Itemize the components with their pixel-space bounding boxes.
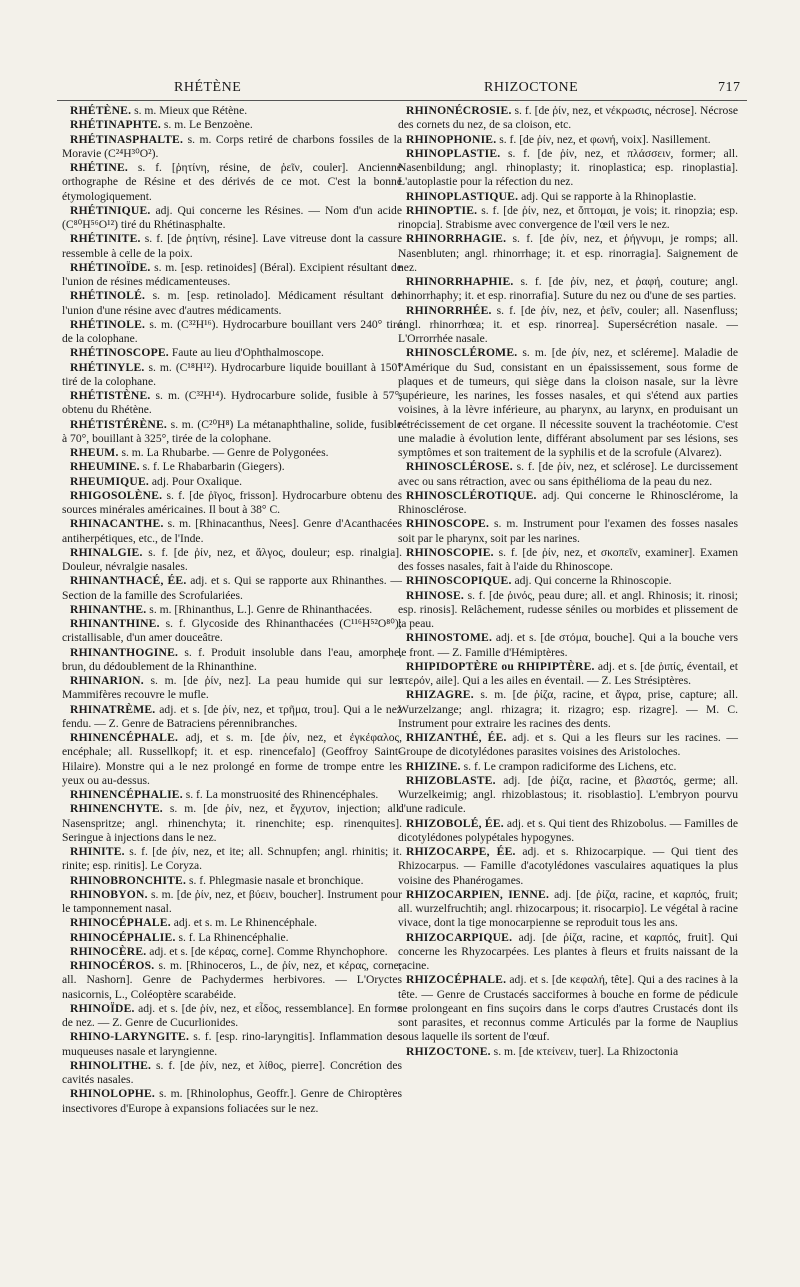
- entry-headword: RHINOCÉPHALIE.: [70, 930, 176, 944]
- entry-definition: Faute au lieu d'Ophthalmoscope.: [168, 346, 324, 360]
- entry-headword: RHINOCÈRE.: [70, 944, 147, 958]
- entry-headword: RHINOPHONIE.: [406, 132, 497, 146]
- entry-definition: s. m. [esp. retinoides] (Béral). Excipient résultant de l'union de résines médicamenteuses.: [62, 260, 402, 288]
- dictionary-entry: [398, 931, 738, 974]
- entry-definition: s. m. [Rhinolophus, Geoffr.]. Genre de Chiroptères insectivores d'Europe à expansions foliacées sur le nez.: [62, 1087, 402, 1115]
- entry-headword: RHINOSTOME.: [406, 631, 493, 645]
- entry-headword: RHÉTINOLE.: [70, 317, 146, 331]
- entry-definition: s. m. [Rhinanthus, L.]. Genre de Rhinanthacées.: [146, 602, 373, 616]
- left-column: [62, 104, 402, 1116]
- entry-headword: RHÉTINITE.: [70, 232, 141, 246]
- entry-definition: adj. [de ῥίζα, racine, et καρπός, fruit; all. wurzelfruchtih; angl. rhizocarpous; it. risocarpio]. Le végétal à racine vivace, dont la tige monocarpienne se reproduit tous les ans.: [398, 887, 739, 930]
- entry-headword: RHINENCHYTE.: [70, 802, 163, 816]
- dictionary-entry: [62, 802, 402, 845]
- entry-definition: adj. Qui se rapporte à la Rhinoplastie.: [518, 189, 697, 203]
- dictionary-entry: [62, 1059, 402, 1088]
- entry-headword: RHINENCÉPHALIE.: [70, 788, 183, 801]
- entry-headword: RHINOÏDE.: [70, 1001, 135, 1015]
- entry-definition: adj. et s. Qui se rapporte aux Rhinanthes. — Section de la famille des Scrofulariées.: [62, 574, 402, 602]
- entry-headword: RHÉTINOLÉ.: [70, 289, 146, 303]
- entry-headword: RHINANTHOGINE.: [70, 645, 179, 659]
- entry-definition: adj. [de ῥίζα, racine, et καρπός, fruit]. Qui concerne les Rhyzocarpées. Les plantes à fleurs et fruits naissant de la racine.: [398, 930, 738, 972]
- dictionary-entry: [62, 418, 402, 447]
- running-head-right: RHIZOCTONE: [484, 80, 579, 95]
- entry-headword: RHINOSCLÉROTIQUE.: [406, 488, 537, 502]
- dictionary-entry: [62, 916, 402, 930]
- entry-headword: RHÉTINYLE.: [70, 360, 145, 374]
- entry-headword: RHIZOCARPE, ÉE.: [406, 845, 516, 858]
- entry-headword: RHINOLOPHE.: [70, 1087, 155, 1101]
- entry-definition: s. m. Corps retiré de charbons fossiles de la Moravie (C²⁴H³⁰O²).: [62, 132, 402, 160]
- entry-definition: s. f. [de ῥίν, nez, et ite; all. Schnupfen; angl. rhinitis; it. rinite; esp. rinitis]. Le Coryza.: [62, 845, 402, 873]
- entry-headword: RHIZOCÉPHALE.: [406, 973, 507, 987]
- entry-headword: RHINOCÉPHALE.: [70, 916, 171, 930]
- entry-definition: s. m. [Rhinoceros, L., de ῥίν, nez, et κέρας, corne; all. Nashorn]. Genre de Pachydermes herbivores. — L'Oryctes nasicornis, L., Coléoptère scarabéide.: [62, 959, 402, 1001]
- dictionary-entry: [62, 446, 402, 460]
- entry-headword: RHINOSE.: [406, 588, 464, 602]
- dictionary-entry: [62, 945, 402, 959]
- entry-headword: RHÉTINAPHTE.: [70, 118, 161, 132]
- dictionary-entry: [398, 589, 738, 632]
- dictionary-entry: [398, 888, 738, 931]
- dictionary-entry: [62, 959, 402, 1002]
- entry-definition: adj. et s. [de ῥίν, nez, et τρῆμα, trou]. Qui a le nez fendu. — Z. Genre de Batraciens pérennibranches.: [62, 702, 402, 730]
- entry-headword: RHINANTHE.: [70, 602, 147, 616]
- entry-headword: RHEUMINE.: [70, 460, 140, 474]
- running-head: [0, 80, 800, 100]
- dictionary-entry: [62, 1030, 402, 1059]
- entry-definition: s. m. [de κτείνειν, tuer]. La Rhizoctonia: [490, 1044, 679, 1058]
- entry-headword: RHINITE.: [70, 845, 125, 858]
- entry-headword: RHINANTHACÉ, ÉE.: [70, 574, 187, 588]
- entry-headword: RHINOSCLÉROME.: [406, 346, 518, 360]
- entry-definition: s. m. (C²⁰H⁸) La métanaphthaline, solide, fusible à 70°, bouillant à 325°, tirée de la colophane.: [62, 417, 402, 445]
- entry-definition: s. m. (C³²H¹⁴). Hydrocarbure solide, fusible à 57°, obtenu du Rhétène.: [62, 389, 402, 417]
- entry-definition: s. m. [de ῥίζα, racine, et ἄγρα, prise, capture; all. Wurzelzange; angl. rhizagra; it. rizagro; esp. rizagre]. — M. C. Instrument pour extraire les racines des dents.: [398, 688, 738, 730]
- dictionary-entry: [398, 147, 738, 190]
- entry-headword: RHINORRHÉE.: [406, 303, 492, 317]
- dictionary-entry: [62, 289, 402, 318]
- dictionary-entry: [398, 133, 738, 147]
- entry-headword: RHINOPTIE.: [406, 203, 478, 217]
- entry-definition: adj. et s. Qui a les fleurs sur les racines. — Groupe de dicotylédones parasites voisines des Aristoloches.: [398, 731, 739, 759]
- entry-definition: s. m. Mieux que Rétène.: [131, 104, 248, 117]
- dictionary-entry: [62, 261, 402, 290]
- entry-headword: RHINOPLASTIE.: [406, 146, 501, 160]
- entry-headword: RHINALGIE.: [70, 545, 143, 559]
- dictionary-entry: [62, 617, 402, 646]
- dictionary-entry: [62, 133, 402, 162]
- entry-definition: s. f. Produit insoluble dans l'eau, amorphe, brun, du dédoublement de la Rhinanthine.: [62, 645, 402, 673]
- entry-headword: RHÉTINIQUE.: [70, 203, 151, 217]
- dictionary-entry: [398, 760, 738, 774]
- entry-definition: s. f. [de ῥίν, nez, et σκοπεῖν, examiner]. Examen des fosses nasales, fait à l'aide du Rhinoscope.: [398, 545, 738, 573]
- dictionary-entry: [398, 574, 738, 588]
- entry-headword: RHINONÉCROSIE.: [406, 104, 512, 117]
- dictionary-entry: [398, 460, 738, 489]
- dictionary-entry: [62, 489, 402, 518]
- dictionary-entry: [62, 931, 402, 945]
- entry-definition: adj. Qui concerne les Résines. — Nom d'un acide (C⁸⁰H⁵⁶O¹²) tiré du Rhétinasphalte.: [62, 203, 402, 231]
- entry-headword: RHÉTINE.: [70, 161, 128, 174]
- entry-definition: adj. Qui concerne la Rhinoscopie.: [511, 574, 672, 588]
- entry-definition: adj. et s. m. Le Rhinencéphale.: [170, 916, 318, 930]
- entry-headword: RHIGOSOLÈNE.: [70, 488, 163, 502]
- entry-definition: adj. Qui concerne le Rhinosclérome, la Rhinosclérose.: [398, 488, 738, 516]
- dictionary-entry: [398, 232, 738, 275]
- entry-headword: RHINOSCOPIE.: [406, 545, 494, 559]
- entry-definition: s. f. [de ῥητίνη, résine]. Lave vitreuse dont la cassure ressemble à celle de la poix.: [62, 232, 402, 260]
- entry-headword: RHINORRHAGIE.: [406, 232, 507, 246]
- dictionary-entry: [398, 204, 738, 233]
- dictionary-entry: [398, 275, 738, 304]
- entry-definition: s. f. [de ῥίν, nez, et ῥήγνυμι, je romps; all. Nasenbluten; angl. rhinorrhage; it. et esp. rinorragia]. Saignement de nez.: [398, 232, 738, 274]
- entry-headword: RHÉTINOÏDE.: [70, 260, 151, 274]
- dictionary-entry: [398, 1045, 738, 1059]
- dictionary-entry: [398, 774, 738, 817]
- dictionary-entry: [62, 888, 402, 917]
- entry-definition: s. f. [de ῥίν, nez, et ῥεῖν, couler; all. Nasenfluss; angl. rhinorrhœa; it. et esp. rinorrea]. Supersécrétion nasale. — L'Orrorrhée nasale.: [398, 303, 738, 345]
- entry-headword: RHIZINE.: [406, 759, 461, 773]
- entry-headword: RHINOCÉROS.: [70, 959, 155, 972]
- dictionary-entry: [398, 688, 738, 731]
- entry-definition: s. f. [de ῥίν, nez, et ἄλγος, douleur; esp. rinalgia]. Douleur, névralgie nasales.: [62, 545, 402, 573]
- entry-definition: s. m. Le Benzoène.: [160, 118, 253, 132]
- entry-headword: RHINOBRONCHITE.: [70, 873, 187, 887]
- entry-headword: RHINACANTHE.: [70, 517, 164, 531]
- entry-definition: adj. et s. Qui tient des Rhizobolus. — Familles de dicotylédones polypétales hypogynes.: [398, 816, 738, 844]
- right-column: [398, 104, 738, 1059]
- entry-headword: RHIZOCARPIQUE.: [406, 930, 513, 944]
- entry-headword: RHEUMIQUE.: [70, 474, 149, 488]
- entry-definition: s. m. [de ῥίν, nez, et ἔγχυτον, injection; all. Nasenspritze; angl. rhinenchyta; it. rinenchite; esp. rinenquites]. Seringue à injections dans le nez.: [62, 802, 402, 844]
- entry-definition: s. m. (C¹⁸H¹²). Hydrocarbure liquide bouillant à 150° tiré de la colophane.: [62, 360, 402, 388]
- entry-definition: s. f. [de ῥῖγος, frisson]. Hydrocarbure obtenu des sources minérales américaines. Il bout à 38° C.: [62, 488, 402, 516]
- entry-definition: adj. et s. [de κεφαλή, tête]. Qui a des racines à la tête. — Genre de Crustacés sacciformes à bouche en forme de pédicule se prolongeant en fins suçoirs dans le corps d'autres Crustacés dont ils sont parasites, et reconnus comme Articulés par la forme de Nauplius sous laquelle ils sortent de l'œuf.: [398, 973, 738, 1044]
- entry-definition: s. f. [de ῥίν, nez, et φωνή, voix]. Nasillement.: [496, 132, 711, 146]
- dictionary-entry: [62, 788, 402, 802]
- dictionary-entry: [62, 475, 402, 489]
- entry-definition: adj, et s. m. [de ῥίν, nez, et ἐγκέφαλος, encéphale; all. Russellkopf; it. et esp. rinencefalo] (Geoffroy Saint-Hilaire). Monstre qui a le nez prolongé en forme de trompe entre les yeux ou au-dessus.: [62, 731, 402, 787]
- entry-headword: RHINARION.: [70, 674, 144, 687]
- entry-definition: s. f. [de ῥίν, nez, et νέκρωσις, nécrose]. Nécrose des cornets du nez, de sa cloison, etc.: [398, 104, 738, 132]
- dictionary-entry: [62, 104, 402, 118]
- entry-headword: RHEUM.: [70, 446, 119, 459]
- entry-definition: s. f. Glycoside des Rhinanthacées (C¹¹⁶H⁵²O⁸⁰); cristallisable, d'un amer douceâtre.: [62, 617, 402, 645]
- dictionary-entry: [62, 874, 402, 888]
- dictionary-entry: [62, 361, 402, 390]
- entry-definition: adj. et s. [de κέρας, corne]. Comme Rhynchophore.: [146, 944, 388, 958]
- dictionary-entry: [398, 817, 738, 846]
- entry-definition: s. f. [esp. rino-laryngitis]. Inflammation des muqueuses nasale et laryngienne.: [62, 1030, 402, 1058]
- dictionary-entry: [398, 660, 738, 689]
- entry-definition: adj. et s. [de ῥίν, nez, et εἶδος, ressemblance]. En forme de nez. — Z. Genre de Cucurlionides.: [62, 1001, 402, 1029]
- entry-headword: RHINATRÈME.: [70, 702, 156, 716]
- entry-definition: s. f. [de ῥίν, nez, et ὄπτομαι, je vois; it. rinopzia; esp. rinopcia]. Strabisme avec convergence de l'œil vers le nez.: [398, 203, 738, 231]
- entry-headword: RHÉTISTÈNE.: [70, 389, 151, 402]
- running-head-left: RHÉTÈNE: [174, 80, 242, 95]
- entry-headword: RHÉTISTÉRÈNE.: [70, 417, 167, 431]
- entry-headword: RHINOBYON.: [70, 887, 148, 901]
- dictionary-entry: [398, 517, 738, 546]
- entry-definition: s. f. Le Rhabarbarin (Giegers).: [139, 460, 285, 474]
- dictionary-entry: [62, 204, 402, 233]
- entry-headword: RHIZANTHÉ, ÉE.: [406, 731, 507, 744]
- entry-headword: RHIPIDOPTÈRE ou RHIPIPTÈRE.: [406, 659, 595, 673]
- dictionary-entry: [62, 703, 402, 732]
- entry-definition: s. m. Instrument pour l'examen des fosses nasales soit par le pharynx, soit par les narines.: [398, 517, 738, 545]
- entry-headword: RHIZOCTONE.: [406, 1044, 491, 1058]
- dictionary-entry: [398, 631, 738, 660]
- dictionary-entry: [398, 973, 738, 1044]
- dictionary-entry: [62, 161, 402, 204]
- dictionary-entry: [398, 731, 738, 760]
- entry-definition: s. f. [de ῥίν, nez, et sclérose]. Le durcissement avec ou sans rétraction, avec ou sans épithélioma de la peau du nez.: [398, 460, 738, 488]
- entry-definition: s. f. Phlegmasie nasale et bronchique.: [186, 873, 364, 887]
- dictionary-entry: [62, 546, 402, 575]
- header-rule: [57, 100, 747, 101]
- entry-definition: s. m. (C³²H¹⁶). Hydrocarbure bouillant vers 240° tiré de la colophane.: [62, 317, 402, 345]
- entry-definition: s. f. [de ῥίν, nez, et λίθος, pierre]. Concrétion des cavités nasales.: [62, 1058, 402, 1086]
- dictionary-entry: [398, 489, 738, 518]
- dictionary-entry: [62, 574, 402, 603]
- dictionary-entry: [62, 460, 402, 474]
- entry-headword: RHINOPLASTIQUE.: [406, 189, 519, 203]
- entry-definition: s. f. [de ῥινός, peau dure; all. et angl. Rhinosis; it. rinosi; esp. rinosis]. Relâchement, rudesse séniles ou morbides et plissement de la peau.: [398, 588, 738, 630]
- entry-headword: RHINOSCOPIQUE.: [406, 574, 512, 588]
- dictionary-entry: [398, 346, 738, 460]
- dictionary-entry: [62, 389, 402, 418]
- entry-headword: RHINOSCLÉROSE.: [406, 460, 513, 474]
- dictionary-entry: [62, 845, 402, 874]
- dictionary-entry: [398, 304, 738, 347]
- dictionary-entry: [62, 674, 402, 703]
- entry-definition: s. f. [de ῥίν, nez, et πλάσσειν, former; all. Nasenbildung; angl. rhinoplasty; it. rinoplastica; esp. rinoplastia]. L'autoplastie pour la réfection du nez.: [398, 146, 738, 189]
- entry-headword: RHÉTÈNE.: [70, 104, 132, 117]
- entry-headword: RHINOSCOPE.: [406, 517, 490, 531]
- page-number: 717: [718, 80, 741, 95]
- entry-headword: RHÉTINOSCOPE.: [70, 346, 169, 360]
- entry-definition: s. f. [ῥητίνη, résine, de ῥεῖν, couler]. Ancienne orthographe de Résine et des dérivés de ce mot. C'est la bonne étymologiquement.: [62, 161, 402, 203]
- entry-definition: s. m. [Rhinacanthus, Nees]. Genre d'Acanthacées antiherpétiques, etc., de l'Inde.: [62, 517, 402, 545]
- entry-headword: RHÉTINASPHALTE.: [70, 132, 184, 146]
- dictionary-entry: [62, 118, 402, 132]
- entry-definition: s. m. [de ῥίν, nez]. La peau humide qui sur les Mammifères recouvre le mufle.: [62, 674, 402, 702]
- dictionary-entry: [398, 190, 738, 204]
- entry-headword: RHIZOBLASTE.: [406, 773, 496, 787]
- entry-headword: RHIZOBOLÉ, ÉE.: [406, 816, 504, 830]
- entry-headword: RHINENCÉPHALE.: [70, 731, 179, 744]
- entry-definition: s. m. [de ῥίν, nez, et scléreme]. Maladie de l'Amérique du Sud, consistant en un épaississement, sous forme de plaques et de tumeurs, qui siège dans la cloison nasale, sur la lèvre supérieure, les narines, les fosses nasales, et qui s'étend aux parties voisines, à la lèvre inférieure, au pharynx, au larynx, en produisant un rétrécissement de cet organe. Il nécessite souvent la trachéotomie. C'est une maladie à évolution lente, différant absolument par ses lésions, ses symptômes et son traitement de la syphilis et de la scrofule (Alvarez).: [398, 346, 738, 459]
- entry-definition: adj. et s. Rhizocarpique. — Qui tient des Rhizocarpus. — Famille d'acotylédones vasculaires aquatiques la plus voisine des Phanérogames.: [398, 845, 739, 887]
- entry-definition: adj. et s. [de στόμα, bouche]. Qui a la bouche vers le front. — Z. Famille d'Hémiptères.: [398, 631, 738, 659]
- entry-definition: s. f. La Rhinencéphalie.: [175, 930, 289, 944]
- dictionary-entry: [62, 731, 402, 788]
- entry-definition: s. m. La Rhubarbe. — Genre de Polygonées.: [118, 446, 329, 459]
- dictionary-entry: [398, 546, 738, 575]
- entry-definition: s. f. [de ῥίν, nez, et ῥαφή, couture; angl. rhinorrhaphy; it. et esp. rinorrafia]. Suture du nez ou d'une de ses parties.: [398, 275, 738, 303]
- entry-definition: adj. [de ῥίζα, racine, et βλαστός, germe; all. Wurzelkeimig; angl. rhizoblastous; it. risoblastio]. L'embryon pourvu d'une radicule.: [398, 773, 738, 816]
- entry-headword: RHIZOCARPIEN, IENNE.: [406, 887, 550, 901]
- dictionary-entry: [62, 346, 402, 360]
- entry-headword: RHINANTHINE.: [70, 617, 160, 630]
- entry-definition: adj. Pour Oxalique.: [148, 474, 243, 488]
- entry-headword: RHIZAGRE.: [406, 688, 474, 702]
- entry-headword: RHINO-LARYNGITE.: [70, 1030, 190, 1044]
- dictionary-entry: [62, 318, 402, 347]
- entry-headword: RHINORRHAPHIE.: [406, 275, 514, 288]
- dictionary-entry: [398, 845, 738, 888]
- dictionary-entry: [62, 517, 402, 546]
- entry-definition: s. f. Le crampon radiciforme des Lichens, etc.: [460, 759, 677, 773]
- dictionary-entry: [62, 646, 402, 675]
- entry-definition: s. m. [de ῥίν, nez, et βύειν, boucher]. Instrument pour le tamponnement nasal.: [62, 887, 402, 915]
- dictionary-entry: [398, 104, 738, 133]
- entry-definition: adj. et s. [de ῥιπίς, éventail, et πτερόν, aile]. Qui a les ailes en éventail. — Z. Les Strésiptères.: [398, 659, 739, 687]
- entry-headword: RHINOLITHE.: [70, 1058, 152, 1072]
- dictionary-entry: [62, 1002, 402, 1031]
- dictionary-entry: [62, 232, 402, 261]
- entry-definition: s. f. La monstruosité des Rhinencéphales.: [182, 788, 379, 801]
- entry-definition: s. m. [esp. retinolado]. Médicament résultant de l'union d'une résine avec d'autres médicaments.: [62, 289, 402, 317]
- dictionary-entry: [62, 1087, 402, 1116]
- dictionary-entry: [62, 603, 402, 617]
